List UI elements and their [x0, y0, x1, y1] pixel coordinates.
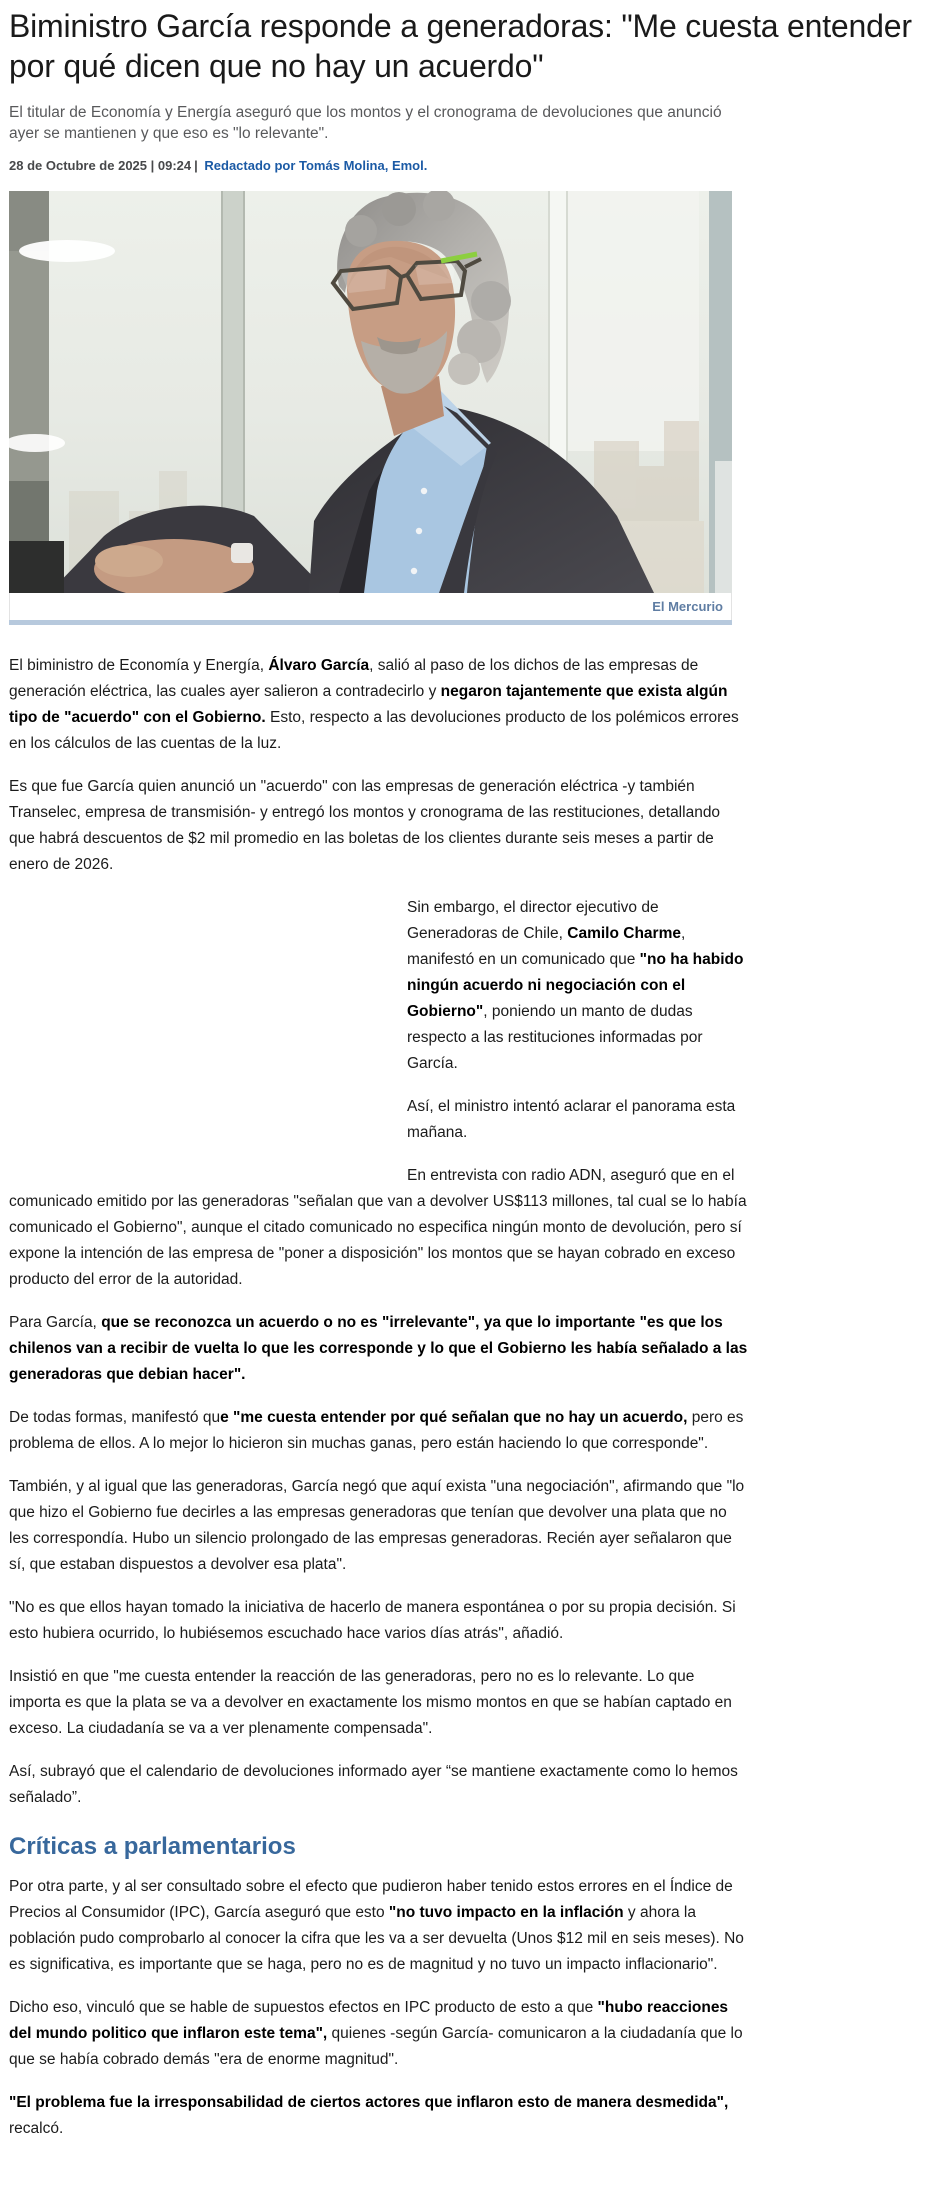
photo-divider-bar [9, 620, 732, 625]
text-run: pero es problema de ellos. A lo mejor lo hicieron sin muchas ganas, pero están haciendo lo que corresponde". [9, 1409, 744, 1452]
article-paragraph [9, 1874, 750, 1978]
article-body [9, 653, 750, 2142]
text-run: Así, el ministro intentó aclarar el panorama esta mañana. [407, 1098, 736, 1141]
article-paragraph [9, 1163, 750, 1293]
text-run: El biministro de Economía y Energía, [9, 657, 269, 674]
text-run: quienes -según García- comunicaron a la ciudadanía que lo que se había cobrado demás "era de enorme magnitud". [9, 2025, 743, 2068]
bold-run: "no tuvo impacto en la inflación [388, 1904, 624, 1921]
article-paragraph [9, 2090, 750, 2142]
bold-run: Camilo Charme [567, 925, 681, 942]
text-run: En entrevista con radio ADN, aseguró que en el comunicado emitido por las generadoras "señalan que van a devolver US$113 millones, tal cual se lo había comunicado el Gobierno", aunque el citado comunicado no especifica ningún monto de devolución, pero sí expone la intención de las empresa de "poner a disposición" los montos que se hayan cobrado en exceso producto del error de la autoridad. [9, 1167, 747, 1288]
article-date: 28 de Octubre de 2025 | 09:24 [9, 158, 192, 173]
article-paragraph [9, 774, 750, 878]
text-run: Es que fue García quien anunció un "acuerdo" con las empresas de generación eléctrica -y también Transelec, empresa de transmisión- y entregó los montos y cronograma de las restituciones, detallando que habrá descuentos de $2 mil promedio en las boletas de los clientes durante seis meses a partir de enero de 2026. [9, 778, 721, 873]
text-run: Esto, respecto a las devoluciones producto de los polémicos errores en los cálculos de las cuentas de la luz. [9, 709, 739, 752]
article-subheadline: El titular de Economía y Energía aseguró que los montos y el cronograma de devoluciones que anunció ayer se mantienen y que eso es "lo relevante". [9, 104, 722, 142]
text-run: , poniendo un manto de dudas respecto a las restituciones informadas por García. [407, 1003, 703, 1072]
article-paragraph [9, 1405, 750, 1457]
article-photo-block [9, 191, 732, 625]
dateline-separator: | [194, 158, 198, 173]
text-run: Insistió en que "me cuesta entender la reacción de las generadoras, pero no es lo relevante. Lo que importa es que la plata se va a devolver en exactamente los mismo montos en que se habían captado en exceso. La ciudadanía se va a ver plenamente compensada". [9, 1668, 732, 1737]
text-run: Así, subrayó que el calendario de devoluciones informado ayer “se mantiene exactamente como lo hemos señalado”. [9, 1763, 738, 1806]
bold-run: "no ha habido ningún acuerdo ni negociación con el Gobierno" [407, 951, 744, 1020]
text-run: Para García, [9, 1314, 102, 1331]
bold-run: que se reconozca un acuerdo o no es "irrelevante", ya que lo importante "es que los chilenos van a recibir de vuelta lo que les corresponde y lo que el Gobierno les había señalado a las generadoras que debian hacer". [9, 1314, 748, 1383]
article-paragraph [9, 1664, 750, 1742]
text-run: , salió al paso de los dichos de las empresas de generación eléctrica, las cuales ayer salieron a contradecirlo y [9, 657, 699, 700]
section-heading: Críticas a parlamentarios [9, 1833, 296, 1860]
bold-run: "El problema fue la irresponsabilidad de ciertos actores que inflaron esto de manera desmedida", [9, 2094, 729, 2111]
text-run: Por otra parte, y al ser consultado sobre el efecto que pudieron haber tenido estos errores en el Índice de Precios al Consumidor (IPC), García aseguró que esto [9, 1878, 733, 1921]
article-paragraph [9, 1310, 750, 1388]
byline-link[interactable]: Redactado por Tomás Molina, Emol. [204, 158, 428, 173]
article-paragraph [9, 653, 750, 757]
article-photo [9, 191, 732, 593]
bold-run: negaron tajantemente que exista algún tipo de "acuerdo" con el Gobierno. [9, 683, 728, 726]
text-run: , manifestó en un comunicado que [407, 925, 686, 968]
photo-caption: El Mercurio [9, 593, 732, 620]
article-paragraph [9, 1595, 750, 1647]
bold-run: e "me cuesta entender por qué señalan que no hay un acuerdo, [220, 1409, 688, 1426]
article-paragraph [9, 1759, 750, 1811]
article-paragraph [9, 1995, 750, 2073]
text-run: recalcó. [9, 2120, 64, 2137]
bold-run: Álvaro García [268, 657, 370, 674]
article-paragraph [9, 1474, 750, 1578]
ad-slot [9, 895, 407, 1182]
text-run: Sin embargo, el director ejecutivo de Generadoras de Chile, [407, 899, 659, 942]
text-run: y ahora la población pudo comprobarlo al conocer la cifra que les va a ser devuelta (Unos $12 mil en seis meses). No es significativa, es importante que se haga, pero no es de magnitud y no tuvo un impacto inflacionario". [9, 1904, 744, 1973]
text-run: También, y al igual que las generadoras, García negó que aquí exista "una negociación", afirmando que "lo que hizo el Gobierno fue decirles a las empresas generadoras que tenían que devolver una plata que no les correspondía. Hubo un silencio prolongado de las empresas generadoras. Recién ayer señalaron que sí, que estaban dispuestos a devolver esa plata". [9, 1478, 745, 1573]
article-dateline [9, 158, 941, 173]
text-run: Dicho eso, vinculó que se hable de supuestos efectos en IPC producto de esto a que [9, 1999, 598, 2016]
text-run: "No es que ellos hayan tomado la iniciativa de hacerlo de manera espontánea o por su propia decisión. Si esto hubiera ocurrido, lo hubiésemos escuchado hace varios días atrás", añadió. [9, 1599, 736, 1642]
bold-run: "hubo reacciones del mundo politico que inflaron este tema", [9, 1999, 729, 2042]
page-title: Biministro García responde a generadoras: "Me cuesta entender por qué dicen que no hay un acuerdo" [9, 8, 912, 84]
text-run: De todas formas, manifestó qu [9, 1409, 221, 1426]
